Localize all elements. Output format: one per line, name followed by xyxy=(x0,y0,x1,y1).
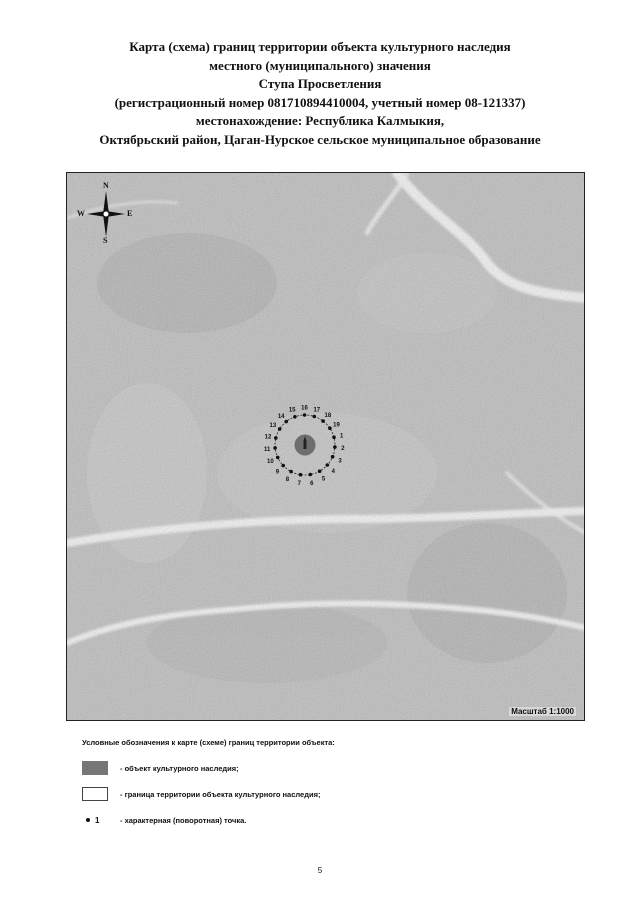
boundary-point-label-12: 12 xyxy=(264,434,272,441)
map-frame[interactable] xyxy=(66,172,585,721)
legend-title: Условные обозначения к карте (схеме) границ территории объекта: xyxy=(82,738,335,747)
legend-row-point xyxy=(82,809,542,831)
boundary-point-17[interactable] xyxy=(313,415,317,419)
legend-object-label: - объект культурного наследия; xyxy=(120,763,239,773)
boundary-point-4[interactable] xyxy=(326,463,330,467)
boundary-point-8[interactable] xyxy=(289,470,293,474)
title-line-4: (регистрационный номер 081710894410004, учетный номер 08-121337) xyxy=(114,94,526,110)
boundary-point-label-19: 19 xyxy=(333,422,340,429)
boundary-point-label-7: 7 xyxy=(297,481,301,488)
boundary-point-label-17: 17 xyxy=(313,407,321,414)
boundary-point-label-4: 4 xyxy=(331,468,335,475)
boundary-point-2[interactable] xyxy=(333,445,337,449)
legend-row-boundary xyxy=(82,783,542,805)
boundary-point-label-10: 10 xyxy=(267,459,274,466)
boundary-point-13[interactable] xyxy=(278,427,282,431)
terrain-texture xyxy=(67,173,585,721)
boundary-point-label-9: 9 xyxy=(275,469,280,476)
boundary-point-12[interactable] xyxy=(274,436,278,440)
boundary-point-9[interactable] xyxy=(281,464,285,468)
boundary-point-label-6: 6 xyxy=(310,480,314,487)
point-dot-icon xyxy=(86,818,90,822)
boundary-point-5[interactable] xyxy=(318,469,322,473)
boundary-point-label-3: 3 xyxy=(338,458,342,465)
boundary-point-label-13: 13 xyxy=(269,423,277,430)
boundary-point-19[interactable] xyxy=(328,426,332,430)
boundary-point-1[interactable] xyxy=(332,435,336,439)
compass-west: W xyxy=(77,209,85,218)
boundary-point-label-5: 5 xyxy=(321,476,326,483)
legend-point-marker: 1 xyxy=(95,815,100,825)
page-number: 5 xyxy=(317,866,323,875)
boundary-point-label-2: 2 xyxy=(341,446,345,453)
compass-east: E xyxy=(127,209,133,218)
legend-boundary-swatch xyxy=(82,787,108,801)
boundary-point-10[interactable] xyxy=(276,456,280,460)
boundary-point-11[interactable] xyxy=(273,446,277,450)
boundary-point-14[interactable] xyxy=(284,420,288,424)
map-title xyxy=(20,38,620,149)
compass-south: S xyxy=(103,236,108,245)
compass-north: N xyxy=(103,181,109,190)
boundary-point-label-16: 16 xyxy=(301,405,308,412)
boundary-point-16[interactable] xyxy=(303,413,307,417)
boundary-point-label-15: 15 xyxy=(288,407,296,414)
boundary-point-label-14: 14 xyxy=(277,413,285,420)
title-line-2: местного (муниципального) значения xyxy=(209,57,431,73)
title-line-1: Карта (схема) границ территории объекта культурного наследия xyxy=(129,39,511,54)
boundary-point-label-8: 8 xyxy=(285,477,290,484)
legend-point-swatch xyxy=(82,816,108,825)
title-line-3: Ступа Просветления xyxy=(258,76,382,91)
boundary-point-3[interactable] xyxy=(331,455,335,459)
legend-boundary-label: - граница территории объекта культурного наследия; xyxy=(120,789,321,799)
legend-point-label: - характерная (поворотная) точка. xyxy=(120,815,247,825)
map-scale: Масштаб 1:1000 xyxy=(511,707,574,716)
compass-rose xyxy=(77,181,133,245)
boundary-point-6[interactable] xyxy=(309,473,313,477)
legend-object-swatch xyxy=(82,761,108,775)
legend xyxy=(82,738,542,831)
title-line-6: Октябрьский район, Цаган-Нурское сельское муниципальное образование xyxy=(99,131,541,147)
map-terrain xyxy=(67,173,585,721)
title-line-5: местонахождение: Республика Калмыкия, xyxy=(195,113,445,128)
boundary-point-label-1: 1 xyxy=(340,433,344,440)
legend-row-object xyxy=(82,757,542,779)
boundary-point-label-18: 18 xyxy=(324,413,332,420)
boundary-point-7[interactable] xyxy=(299,473,303,477)
boundary-point-18[interactable] xyxy=(321,419,325,423)
boundary-point-15[interactable] xyxy=(293,415,297,419)
boundary-point-label-11: 11 xyxy=(264,447,271,454)
